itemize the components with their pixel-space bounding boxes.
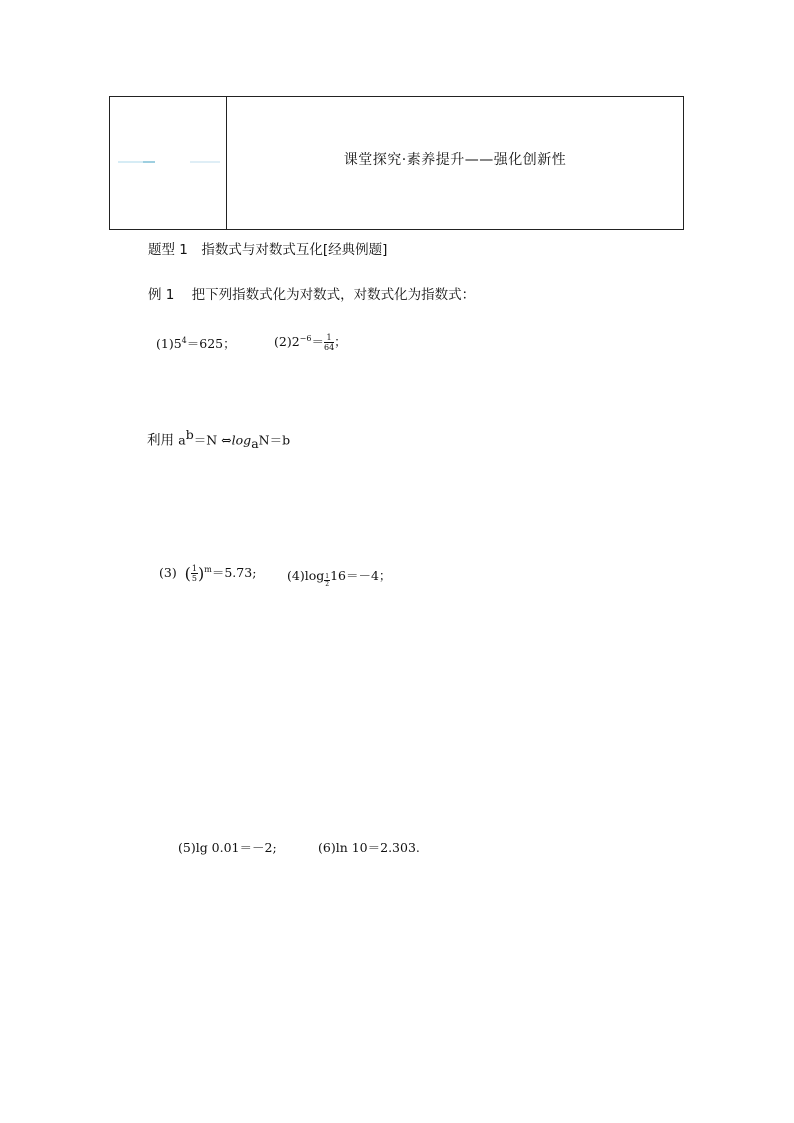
decorative-line bbox=[143, 161, 155, 163]
section-heading: 题型 1 指数式与对数式互化[经典例题] bbox=[148, 242, 388, 258]
banner-image-cell bbox=[110, 97, 227, 229]
example-label: 例 1 bbox=[148, 287, 175, 303]
example-prompt bbox=[148, 283, 475, 303]
fraction: $\frac{1}{5}$ bbox=[191, 564, 198, 583]
item-6: (6)ln 10＝2.303. bbox=[318, 840, 420, 855]
fraction: $\frac{1}{64}$ bbox=[323, 333, 335, 352]
item-2: $(2)2^{-6}=$ $\frac{1}{64}$ ； bbox=[274, 333, 347, 352]
item-1: $(1)5^4=625$； bbox=[156, 335, 236, 351]
decorative-line bbox=[190, 161, 220, 163]
hint-line: 利用 $a^b=N$ $\Leftrightarrow\log_aN=b$ bbox=[147, 427, 291, 452]
item-5: (5)lg 0.01＝－2; bbox=[178, 840, 277, 855]
banner-title: 课堂探究·素养提升——强化创新性 bbox=[343, 152, 567, 168]
banner-table bbox=[109, 96, 684, 230]
item-4: (4)log $\frac{1}{2}$ 16＝－4； bbox=[287, 568, 392, 588]
decorative-line bbox=[118, 161, 144, 163]
item-3: (3) ( $\frac{1}{5}$ )$^m$＝5.73; bbox=[159, 564, 257, 583]
fraction: $\frac{1}{2}$ bbox=[325, 573, 330, 588]
example-instruction: 把下列指数式化为对数式，对数式化为指数式： bbox=[191, 287, 476, 303]
